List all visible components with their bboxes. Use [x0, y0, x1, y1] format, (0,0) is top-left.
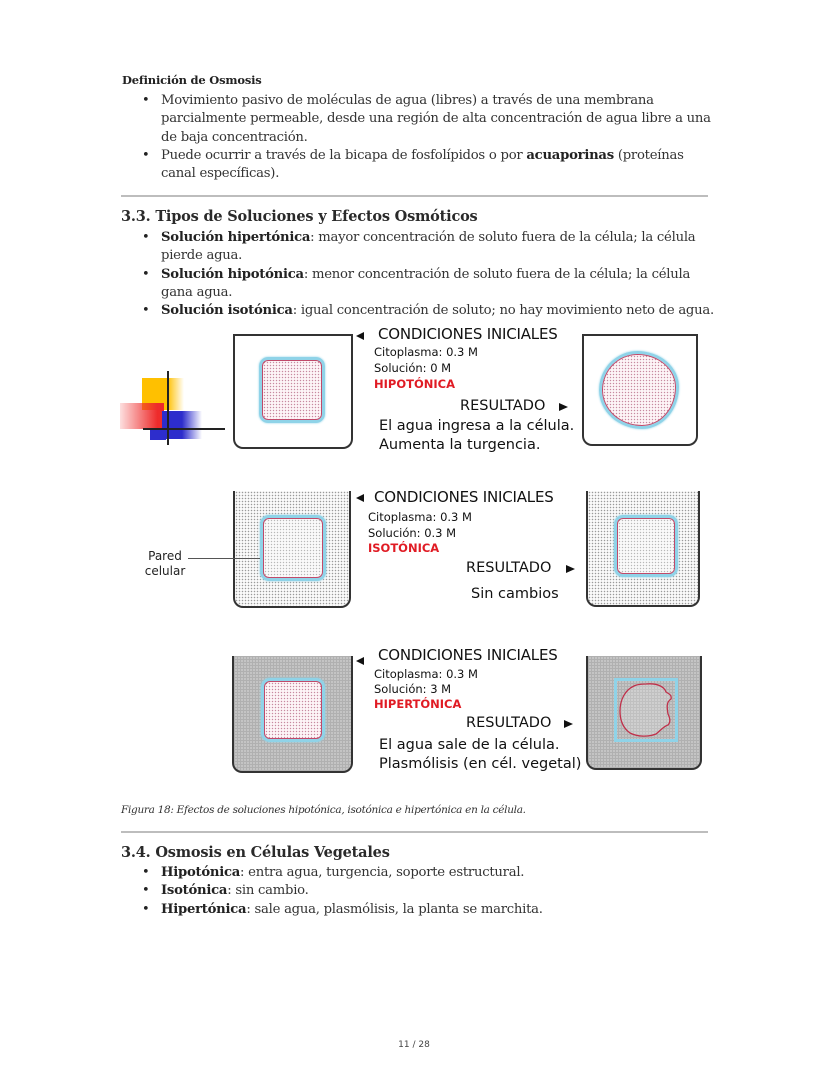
cell-wall-pointer	[188, 558, 260, 559]
solution-types-list	[142, 229, 722, 320]
beaker-isotonic-result	[586, 491, 700, 607]
beaker-hypertonic-initial	[232, 656, 353, 773]
beaker-isotonic-initial	[233, 491, 351, 608]
cell-wall-label: Pared celular	[144, 549, 186, 578]
list-item: • Solución hipotónica: menor concentración de soluto fuera de la célula; la célula gana agua.	[142, 266, 722, 303]
list-item: • Movimiento pasivo de moléculas de agua (libres) a través de una membrana parcialmente permeable, desde una región de alta concentración de agua libre a una de baja concentración.	[142, 92, 722, 147]
result-label: RESULTADO	[460, 398, 546, 414]
arrow-left-icon	[356, 332, 364, 340]
arrow-left-icon	[356, 657, 364, 665]
definition-heading: Definición de Osmosis	[122, 73, 262, 87]
beaker-hypotonic-result	[582, 334, 698, 446]
definition-list	[142, 92, 722, 183]
condition-title: CONDICIONES INICIALES	[378, 646, 558, 664]
list-item: • Solución isotónica: igual concentración de soluto; no hay movimiento neto de agua.	[142, 302, 722, 320]
condition-title: CONDICIONES INICIALES	[378, 325, 558, 343]
divider	[121, 195, 708, 197]
figure-caption: Figura 18: Efectos de soluciones hipotónica, isotónica e hipertónica en la célula.	[121, 804, 526, 816]
aquaporins-term: acuaporinas	[526, 147, 614, 163]
plant-cells-list	[142, 864, 722, 919]
condition-title: CONDICIONES INICIALES	[374, 488, 554, 506]
divider	[121, 831, 708, 833]
cytoplasm-concentration: Citoplasma: 0.3 M	[374, 667, 478, 681]
decorative-logo-icon	[118, 368, 228, 448]
page-number: 11 / 28	[398, 1040, 430, 1050]
arrow-right-icon	[559, 403, 568, 411]
section-3-4-heading: 3.4. Osmosis en Células Vegetales	[121, 844, 390, 861]
result-text: El agua ingresa a la célula. Aumenta la turgencia.	[379, 418, 575, 453]
solution-type-label: HIPERTÓNICA	[374, 697, 462, 711]
arrow-left-icon	[356, 494, 364, 502]
beaker-hypertonic-result	[586, 656, 702, 770]
cytoplasm-concentration: Citoplasma: 0.3 M	[368, 510, 472, 524]
list-item: • Puede ocurrir a través de la bicapa de fosfolípidos o por acuaporinas (proteínas canal específicas).	[142, 147, 722, 184]
result-label: RESULTADO	[466, 715, 552, 731]
list-item: • Hipertónica: sale agua, plasmólisis, la planta se marchita.	[142, 901, 722, 919]
osmosis-figure	[118, 325, 718, 778]
arrow-right-icon	[566, 565, 575, 573]
arrow-right-icon	[564, 720, 573, 728]
beaker-hypotonic-initial	[233, 334, 353, 449]
solution-type-label: ISOTÓNICA	[368, 541, 440, 555]
solution-concentration: Solución: 3 M	[374, 682, 452, 696]
solution-concentration: Solución: 0.3 M	[368, 526, 457, 540]
list-item: • Solución hipertónica: mayor concentración de soluto fuera de la célula; la célula pierde agua.	[142, 229, 722, 266]
cytoplasm-concentration: Citoplasma: 0.3 M	[374, 345, 478, 359]
section-3-3-heading: 3.3. Tipos de Soluciones y Efectos Osmóticos	[121, 208, 478, 225]
solution-concentration: Solución: 0 M	[374, 361, 452, 375]
result-text: El agua sale de la célula. Plasmólisis (en cél. vegetal)	[379, 737, 582, 772]
solution-type-label: HIPOTÓNICA	[374, 377, 455, 391]
list-item: • Isotónica: sin cambio.	[142, 882, 722, 900]
result-label: RESULTADO	[466, 560, 552, 576]
plasmolyzed-membrane-icon	[614, 678, 678, 742]
list-item: • Hipotónica: entra agua, turgencia, soporte estructural.	[142, 864, 722, 882]
result-text: Sin cambios	[471, 586, 559, 602]
